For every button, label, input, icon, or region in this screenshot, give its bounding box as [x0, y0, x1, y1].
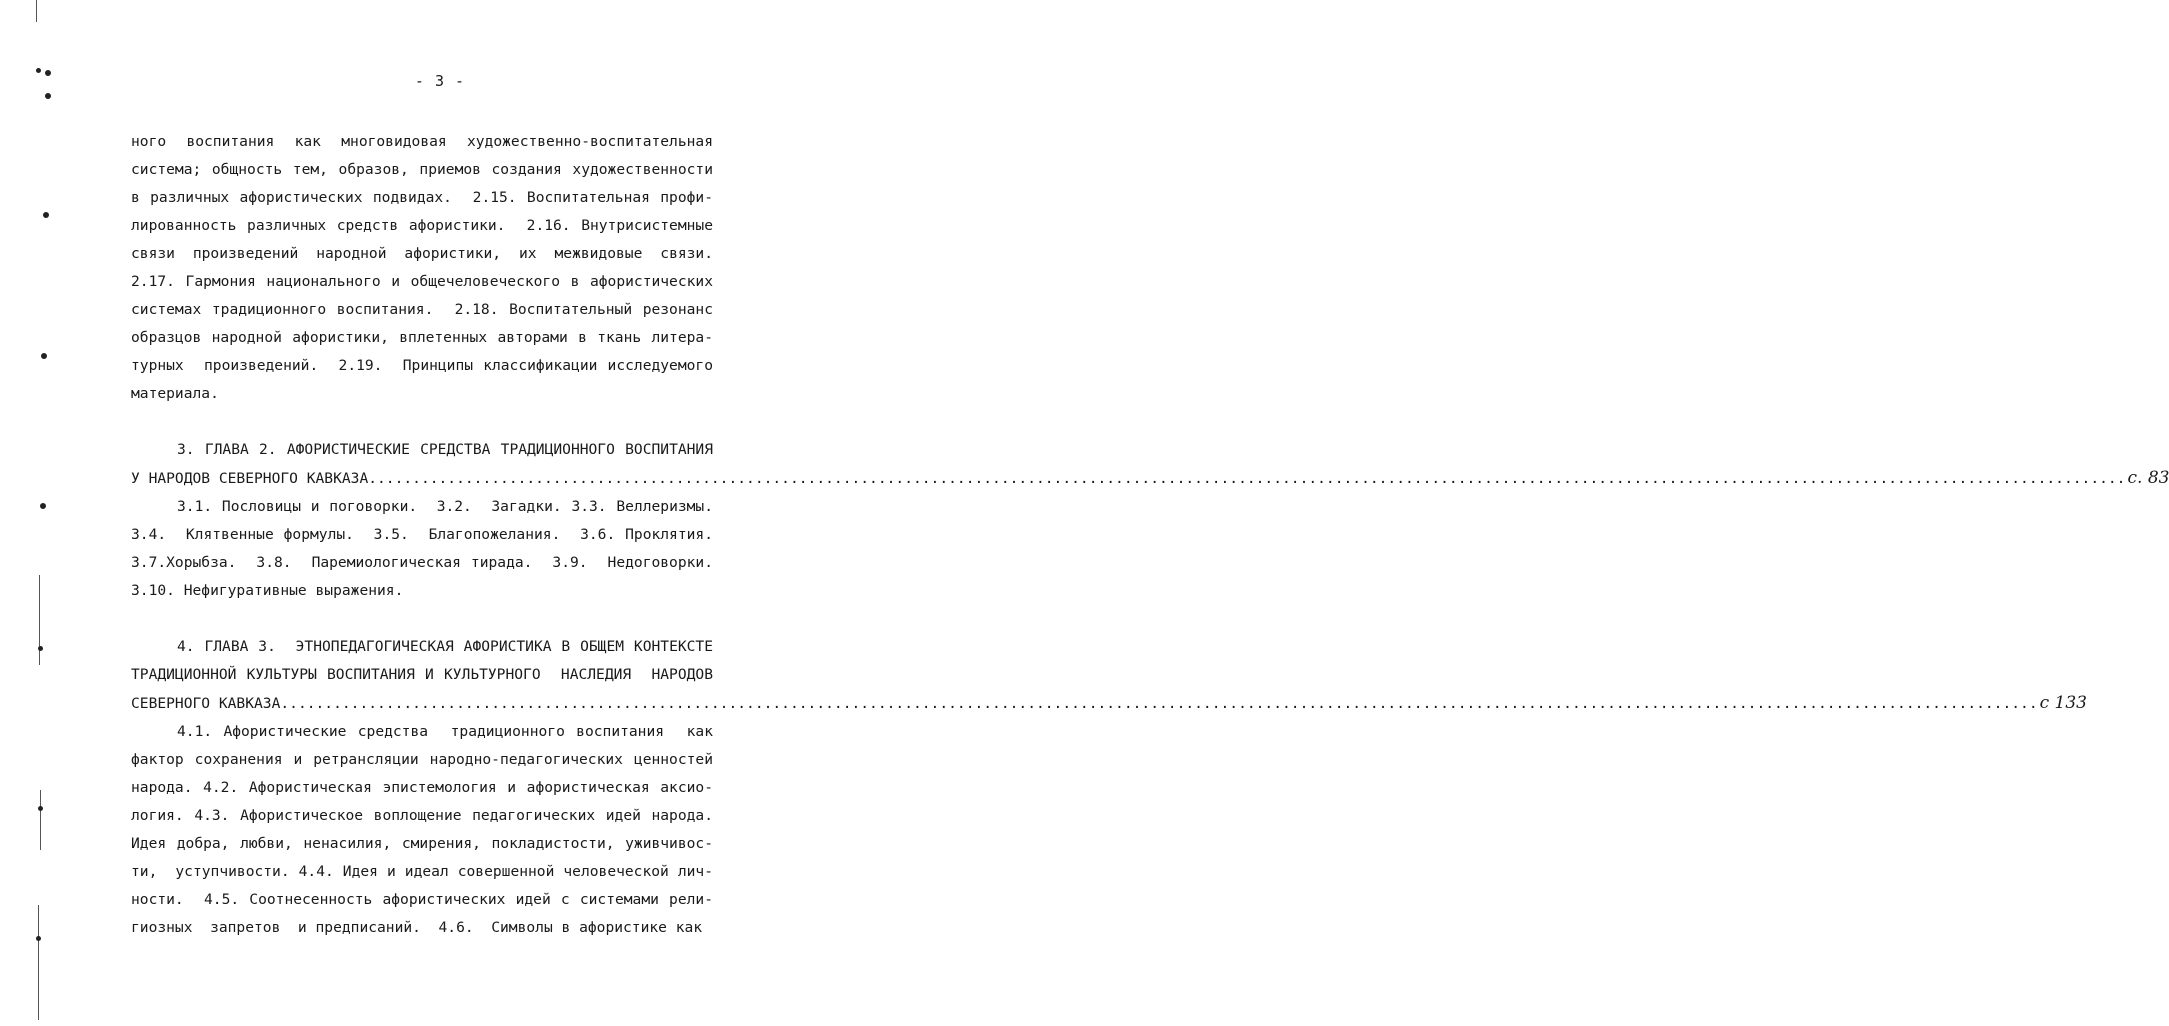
text-line: ности. 4.5. Соотнесенность афористических идей с системами рели-	[131, 891, 713, 908]
text-line: ти, уступчивости. 4.4. Идея и идеал совершенной человеческой лич-	[131, 863, 713, 880]
chapter-heading-line: ТРАДИЦИОННОЙ КУЛЬТУРЫ ВОСПИТАНИЯ И КУЛЬТУРНОГО НАСЛЕДИЯ НАРОДОВ	[131, 666, 713, 683]
spacer	[131, 408, 713, 436]
text-line: материала.	[131, 385, 219, 402]
scan-mark	[45, 93, 51, 99]
handwritten-page-ref: с 133	[2039, 693, 2087, 713]
toc-leader: ........................................................................................................................................................................................................	[280, 695, 2038, 712]
scan-mark	[40, 503, 46, 509]
scan-line	[38, 905, 39, 1020]
scan-mark	[43, 212, 49, 218]
chapter-heading-line: 3. ГЛАВА 2. АФОРИСТИЧЕСКИЕ СРЕДСТВА ТРАДИЦИОННОГО ВОСПИТАНИЯ	[177, 441, 713, 458]
text-line: фактор сохранения и ретрансляции народно-педагогических ценностей	[131, 751, 713, 768]
text-line: 3.1. Пословицы и поговорки. 3.2. Загадки. 3.3. Веллеризмы.	[177, 498, 713, 515]
text-line: 3.4. Клятвенные формулы. 3.5. Благопожелания. 3.6. Проклятия.	[131, 526, 713, 543]
text-line: система; общность тем, образов, приемов создания художественности	[131, 161, 713, 178]
text-line: 3.10. Нефигуративные выражения.	[131, 582, 404, 599]
text-line: ного воспитания как многовидовая художественно-воспитательная	[131, 133, 713, 150]
text-line: 3.7.Хорыбза. 3.8. Паремиологическая тирада. 3.9. Недоговорки.	[131, 554, 713, 571]
text-line: лированность различных средств афористики. 2.16. Внутрисистемные	[131, 217, 713, 234]
toc-title: СЕВЕРНОГО КАВКАЗА	[131, 695, 281, 712]
text-line: системах традиционного воспитания. 2.18. Воспитательный резонанс	[131, 301, 713, 318]
spacer	[131, 605, 713, 633]
text-line: 2.17. Гармония национального и общечеловеческого в афористических	[131, 273, 713, 290]
scan-mark	[38, 646, 43, 651]
text-line: народа. 4.2. Афористическая эпистемология и афористическая аксио-	[131, 779, 713, 796]
page-content	[131, 128, 2169, 942]
toc-entry	[131, 464, 2169, 493]
chapter-heading-line: 4. ГЛАВА 3. ЭТНОПЕДАГОГИЧЕСКАЯ АФОРИСТИКА В ОБЩЕМ КОНТЕКСТЕ	[177, 638, 713, 655]
text-line: связи произведений народной афористики, их межвидовые связи.	[131, 245, 713, 262]
handwritten-page-ref: с. 83	[2127, 468, 2169, 488]
toc-entry	[131, 689, 2087, 718]
scan-line	[36, 0, 37, 22]
text-line: турных произведений. 2.19. Принципы классификации исследуемого	[131, 357, 713, 374]
page-number: - 3 -	[414, 72, 466, 90]
scan-mark	[36, 936, 41, 941]
scan-line	[40, 790, 41, 850]
text-line: образцов народной афористики, вплетенных авторами в ткань литера-	[131, 329, 713, 346]
paragraph	[131, 718, 713, 942]
text-line: Идея добра, любви, ненасилия, смирения, покладистости, уживчивос-	[131, 835, 713, 852]
scan-mark	[41, 353, 47, 359]
scan-mark	[38, 806, 43, 811]
text-line: гиозных запретов и предписаний. 4.6. Символы в афористике как	[131, 919, 703, 936]
text-line: логия. 4.3. Афористическое воплощение педагогических идей народа.	[131, 807, 713, 824]
paragraph	[131, 493, 713, 605]
text-line: в различных афористических подвидах. 2.15. Воспитательная профи-	[131, 189, 713, 206]
scan-line	[39, 575, 40, 665]
text-line: 4.1. Афористические средства традиционного воспитания как	[177, 723, 713, 740]
toc-title: У НАРОДОВ СЕВЕРНОГО КАВКАЗА	[131, 470, 369, 487]
paragraph	[131, 128, 713, 408]
toc-leader: ........................................................................................................................................................................................................	[368, 470, 2126, 487]
